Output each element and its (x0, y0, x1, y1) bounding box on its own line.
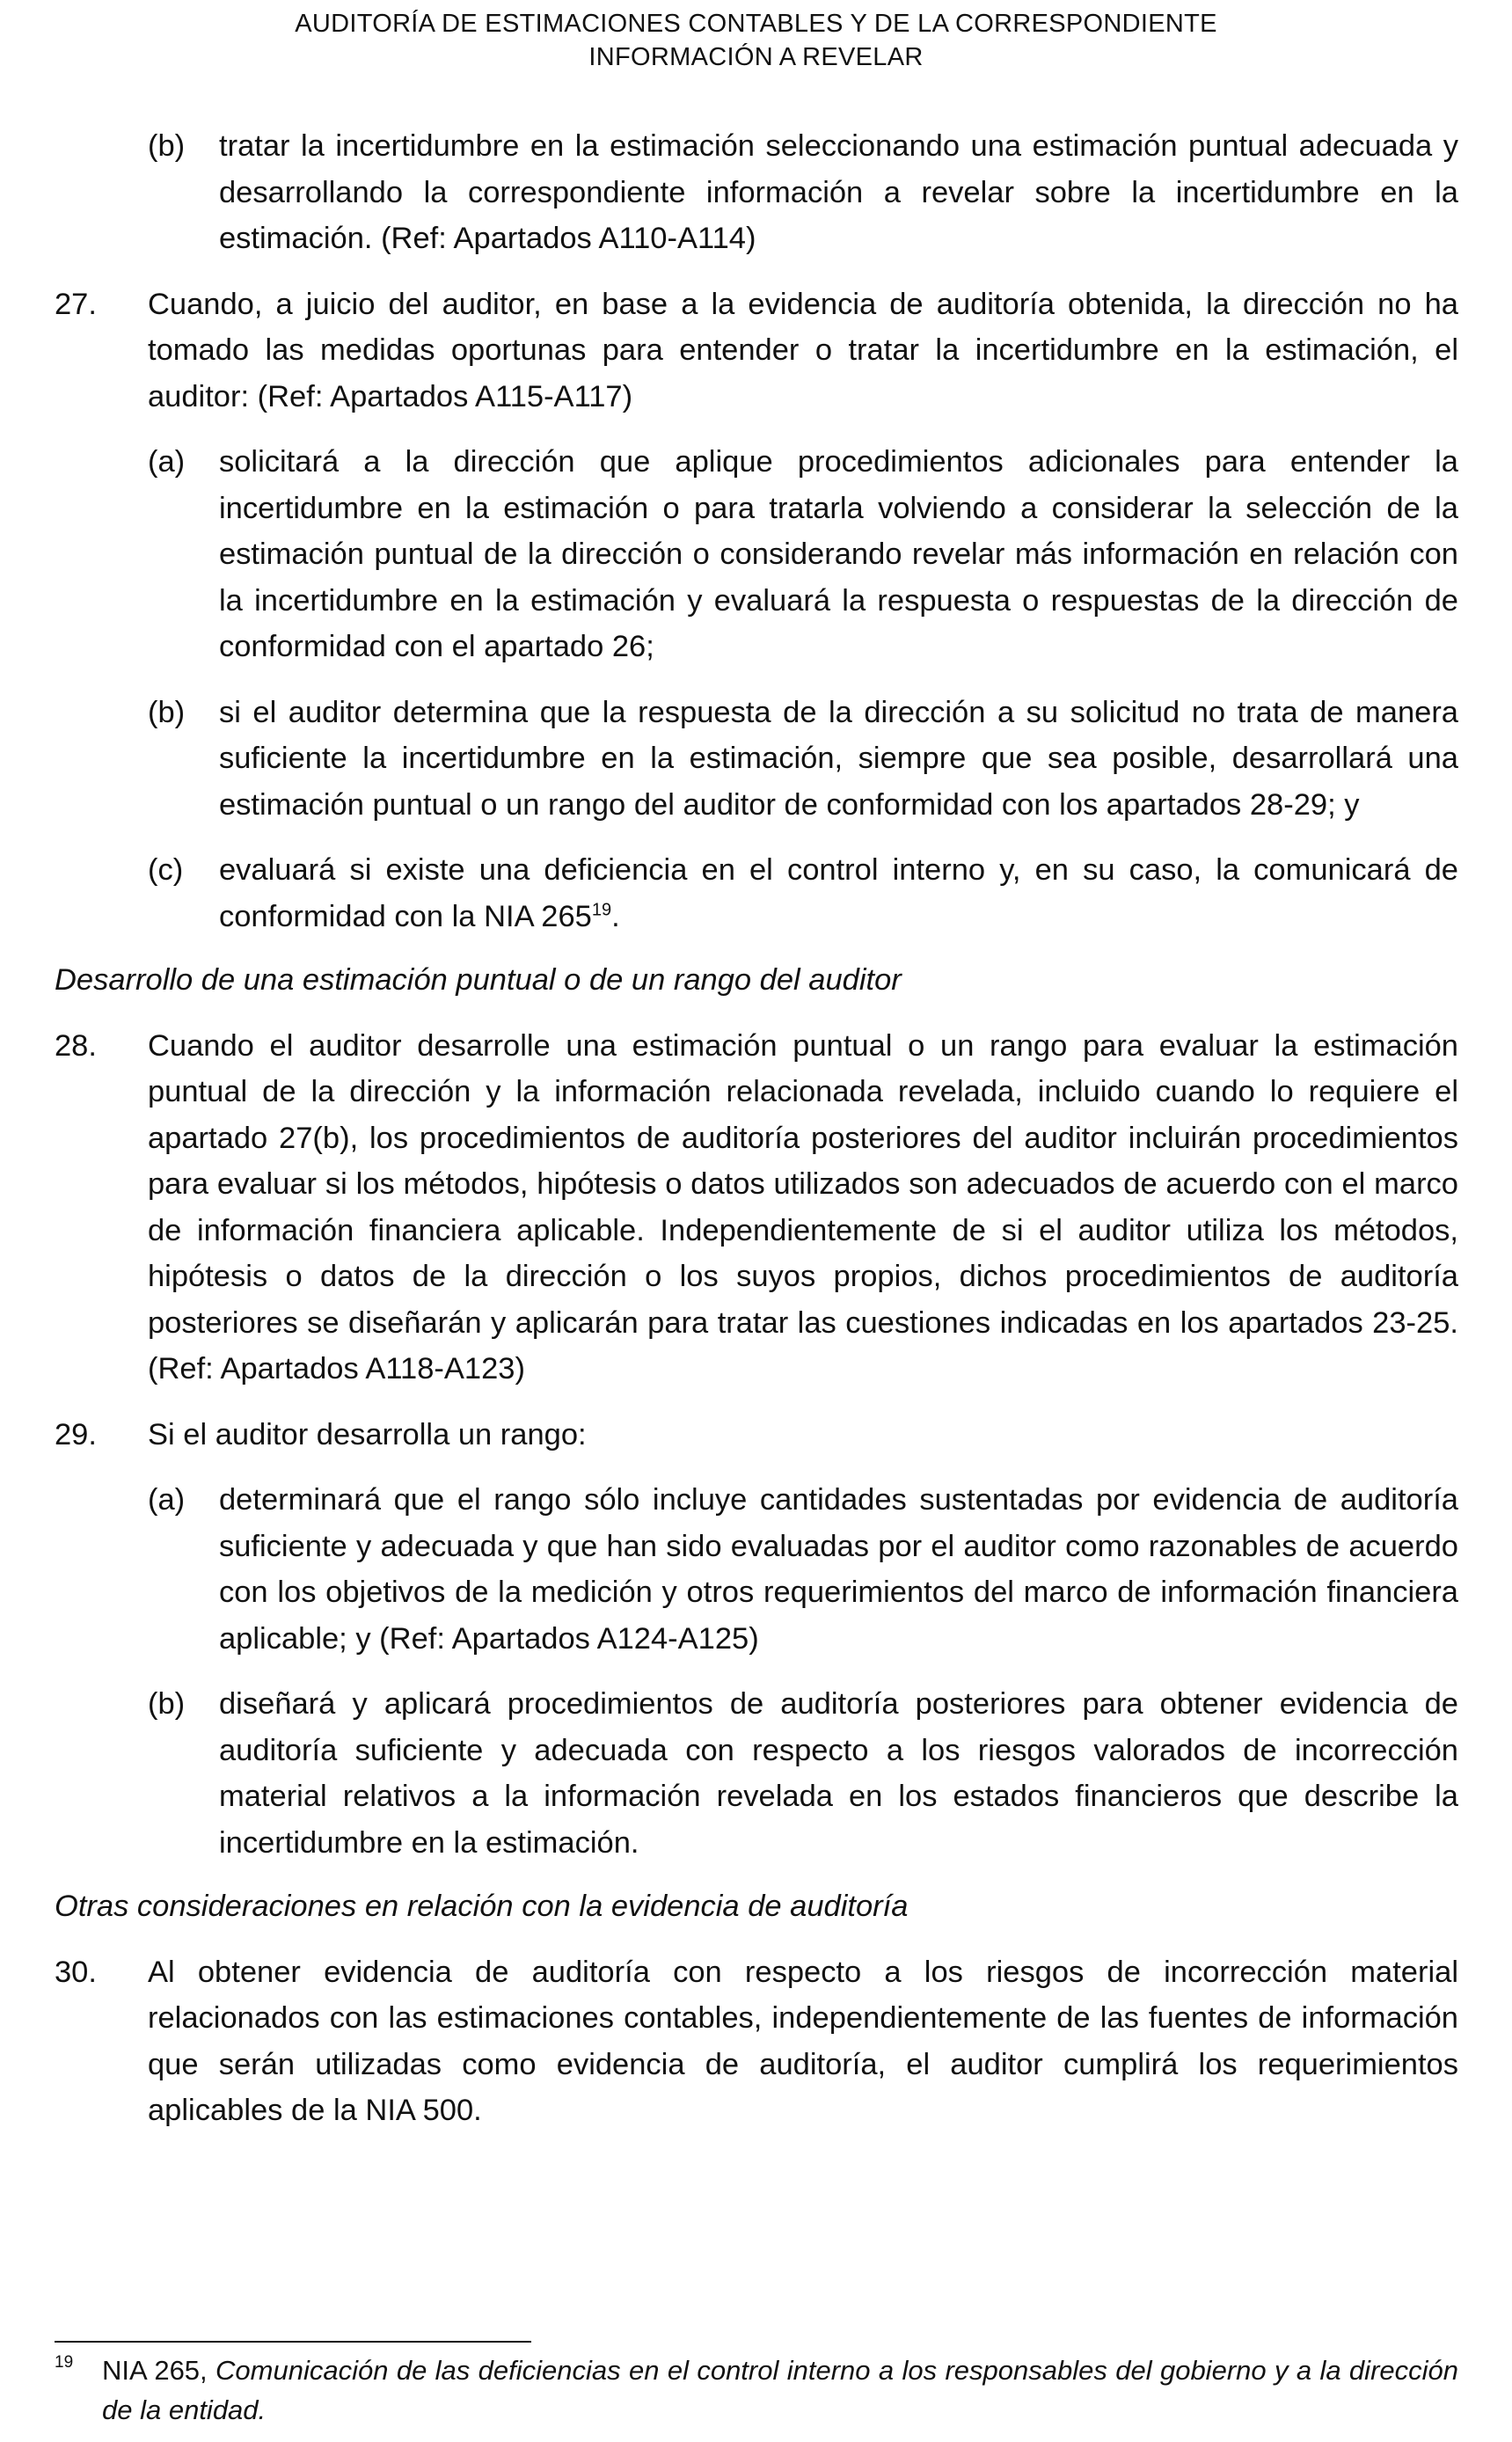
paragraph-28 (55, 1023, 1458, 1393)
section-heading: Desarrollo de una estimación puntual o de un rango del auditor (55, 963, 902, 997)
paragraph-30 (55, 1949, 1458, 2134)
list-item (148, 439, 1458, 670)
footnote-reference[interactable]: 19 (591, 900, 612, 919)
paragraph-27 (55, 281, 1458, 420)
paragraph-29 (55, 1412, 1458, 1459)
item-text: determinará que el rango sólo incluye cantidades sustentadas por evidencia de auditoría suficiente y adecuada y que han sido evaluadas por el auditor como razonables de acuerdo con los objetivos de la medición y otros requerimientos del marco de información financiera aplicable; y (Ref: Apartados A124-A125) (219, 1483, 1458, 1656)
list-item (148, 1681, 1458, 1866)
page-body (55, 123, 1458, 2134)
paragraph-text: Cuando, a juicio del auditor, en base a la evidencia de auditoría obtenida, la dirección no ha tomado las medidas oportunas para entender o tratar la incertidumbre en la estimación, el auditor: (Ref: Apartados A115-A117) (148, 287, 1458, 413)
footnote (55, 2351, 1458, 2430)
paragraph-text: Si el auditor desarrolla un rango: (148, 1417, 587, 1451)
item-label: (c) (148, 853, 184, 887)
paragraph-number: 28. (55, 1028, 97, 1063)
item-text-tail: . (611, 899, 620, 933)
item-text: solicitará a la dirección que aplique procedimientos adicionales para entender la incertidumbre en la estimación o para tratarla volviendo a considerar la selección de la estimación puntual de la dirección o considerando revelar más información en relación con la incertidumbre en la estimación y evaluará la respuesta o respuestas de la dirección de conformidad con el apartado 26; (219, 445, 1458, 663)
footnote-divider (55, 2341, 531, 2343)
paragraph-text: Al obtener evidencia de auditoría con respecto a los riesgos de incorrección material relacionados con las estimaciones contables, independientemente de las fuentes de información que serán utilizadas como evidencia de auditoría, el auditor cumplirá los requerimientos aplicables de la NIA 500. (148, 1955, 1458, 2127)
item-text: tratar la incertidumbre en la estimación seleccionando una estimación puntual adecuada y desarrollando la correspondiente información a revelar sobre la incertidumbre en la estimación. (Ref: Apartados A110-A114) (219, 129, 1458, 255)
list-item (148, 123, 1458, 262)
item-label: (b) (148, 695, 186, 729)
page-header (0, 7, 1512, 74)
item-text (219, 847, 1458, 940)
list-item (148, 847, 1458, 940)
footnote-number: 19 (55, 2353, 74, 2372)
header-line-2: INFORMACIÓN A REVELAR (588, 43, 924, 71)
item-text-body: evaluará si existe una deficiencia en el control interno y, en su caso, la comunicará de conformidad con la NIA 265 (219, 853, 1458, 933)
item-label: (a) (148, 1483, 186, 1517)
item-text: si el auditor determina que la respuesta de la dirección a su solicitud no trata de manera suficiente la incertidumbre en la estimación, siempre que sea posible, desarrollará una estimación puntual o un rango del auditor de conformidad con los apartados 28-29; y (219, 695, 1458, 822)
paragraph-number: 27. (55, 287, 97, 321)
footnote-lead: NIA 265, (102, 2355, 216, 2386)
list-item (148, 690, 1458, 829)
item-label: (b) (148, 1687, 186, 1721)
paragraph-number: 30. (55, 1955, 97, 1989)
section-heading: Otras consideraciones en relación con la evidencia de auditoría (55, 1890, 909, 1923)
paragraph-number: 29. (55, 1417, 97, 1451)
item-text: diseñará y aplicará procedimientos de auditoría posteriores para obtener evidencia de auditoría suficiente y adecuada con respecto a los riesgos valorados de incorrección material relativos a la información revelada en los estados financieros que describe la incertidumbre en la estimación. (219, 1687, 1458, 1860)
footnote-title: Comunicación de las deficiencias en el control interno a los responsables del gobierno y a la dirección de la entidad. (102, 2355, 1458, 2425)
list-item (148, 1477, 1458, 1662)
item-label: (a) (148, 445, 186, 479)
paragraph-text: Cuando el auditor desarrolle una estimación puntual o un rango para evaluar la estimación puntual de la dirección y la información relacionada revelada, incluido cuando lo requiere el apartado 27(b), los procedimientos de auditoría posteriores del auditor incluirán procedimientos para evaluar si los métodos, hipótesis o datos utilizados son adecuados de acuerdo con el marco de información financiera aplicable. Independientemente de si el auditor utiliza los métodos, hipótesis o datos de la dirección o los suyos propios, dichos procedimientos de auditoría posteriores se diseñarán y aplicarán para tratar las cuestiones indicadas en los apartados 23-25. (Ref: Apartados A118-A123) (148, 1028, 1458, 1386)
item-label: (b) (148, 129, 186, 163)
header-line-1: AUDITORÍA DE ESTIMACIONES CONTABLES Y DE LA CORRESPONDIENTE (295, 10, 1217, 38)
footnote-text (102, 2351, 1458, 2430)
